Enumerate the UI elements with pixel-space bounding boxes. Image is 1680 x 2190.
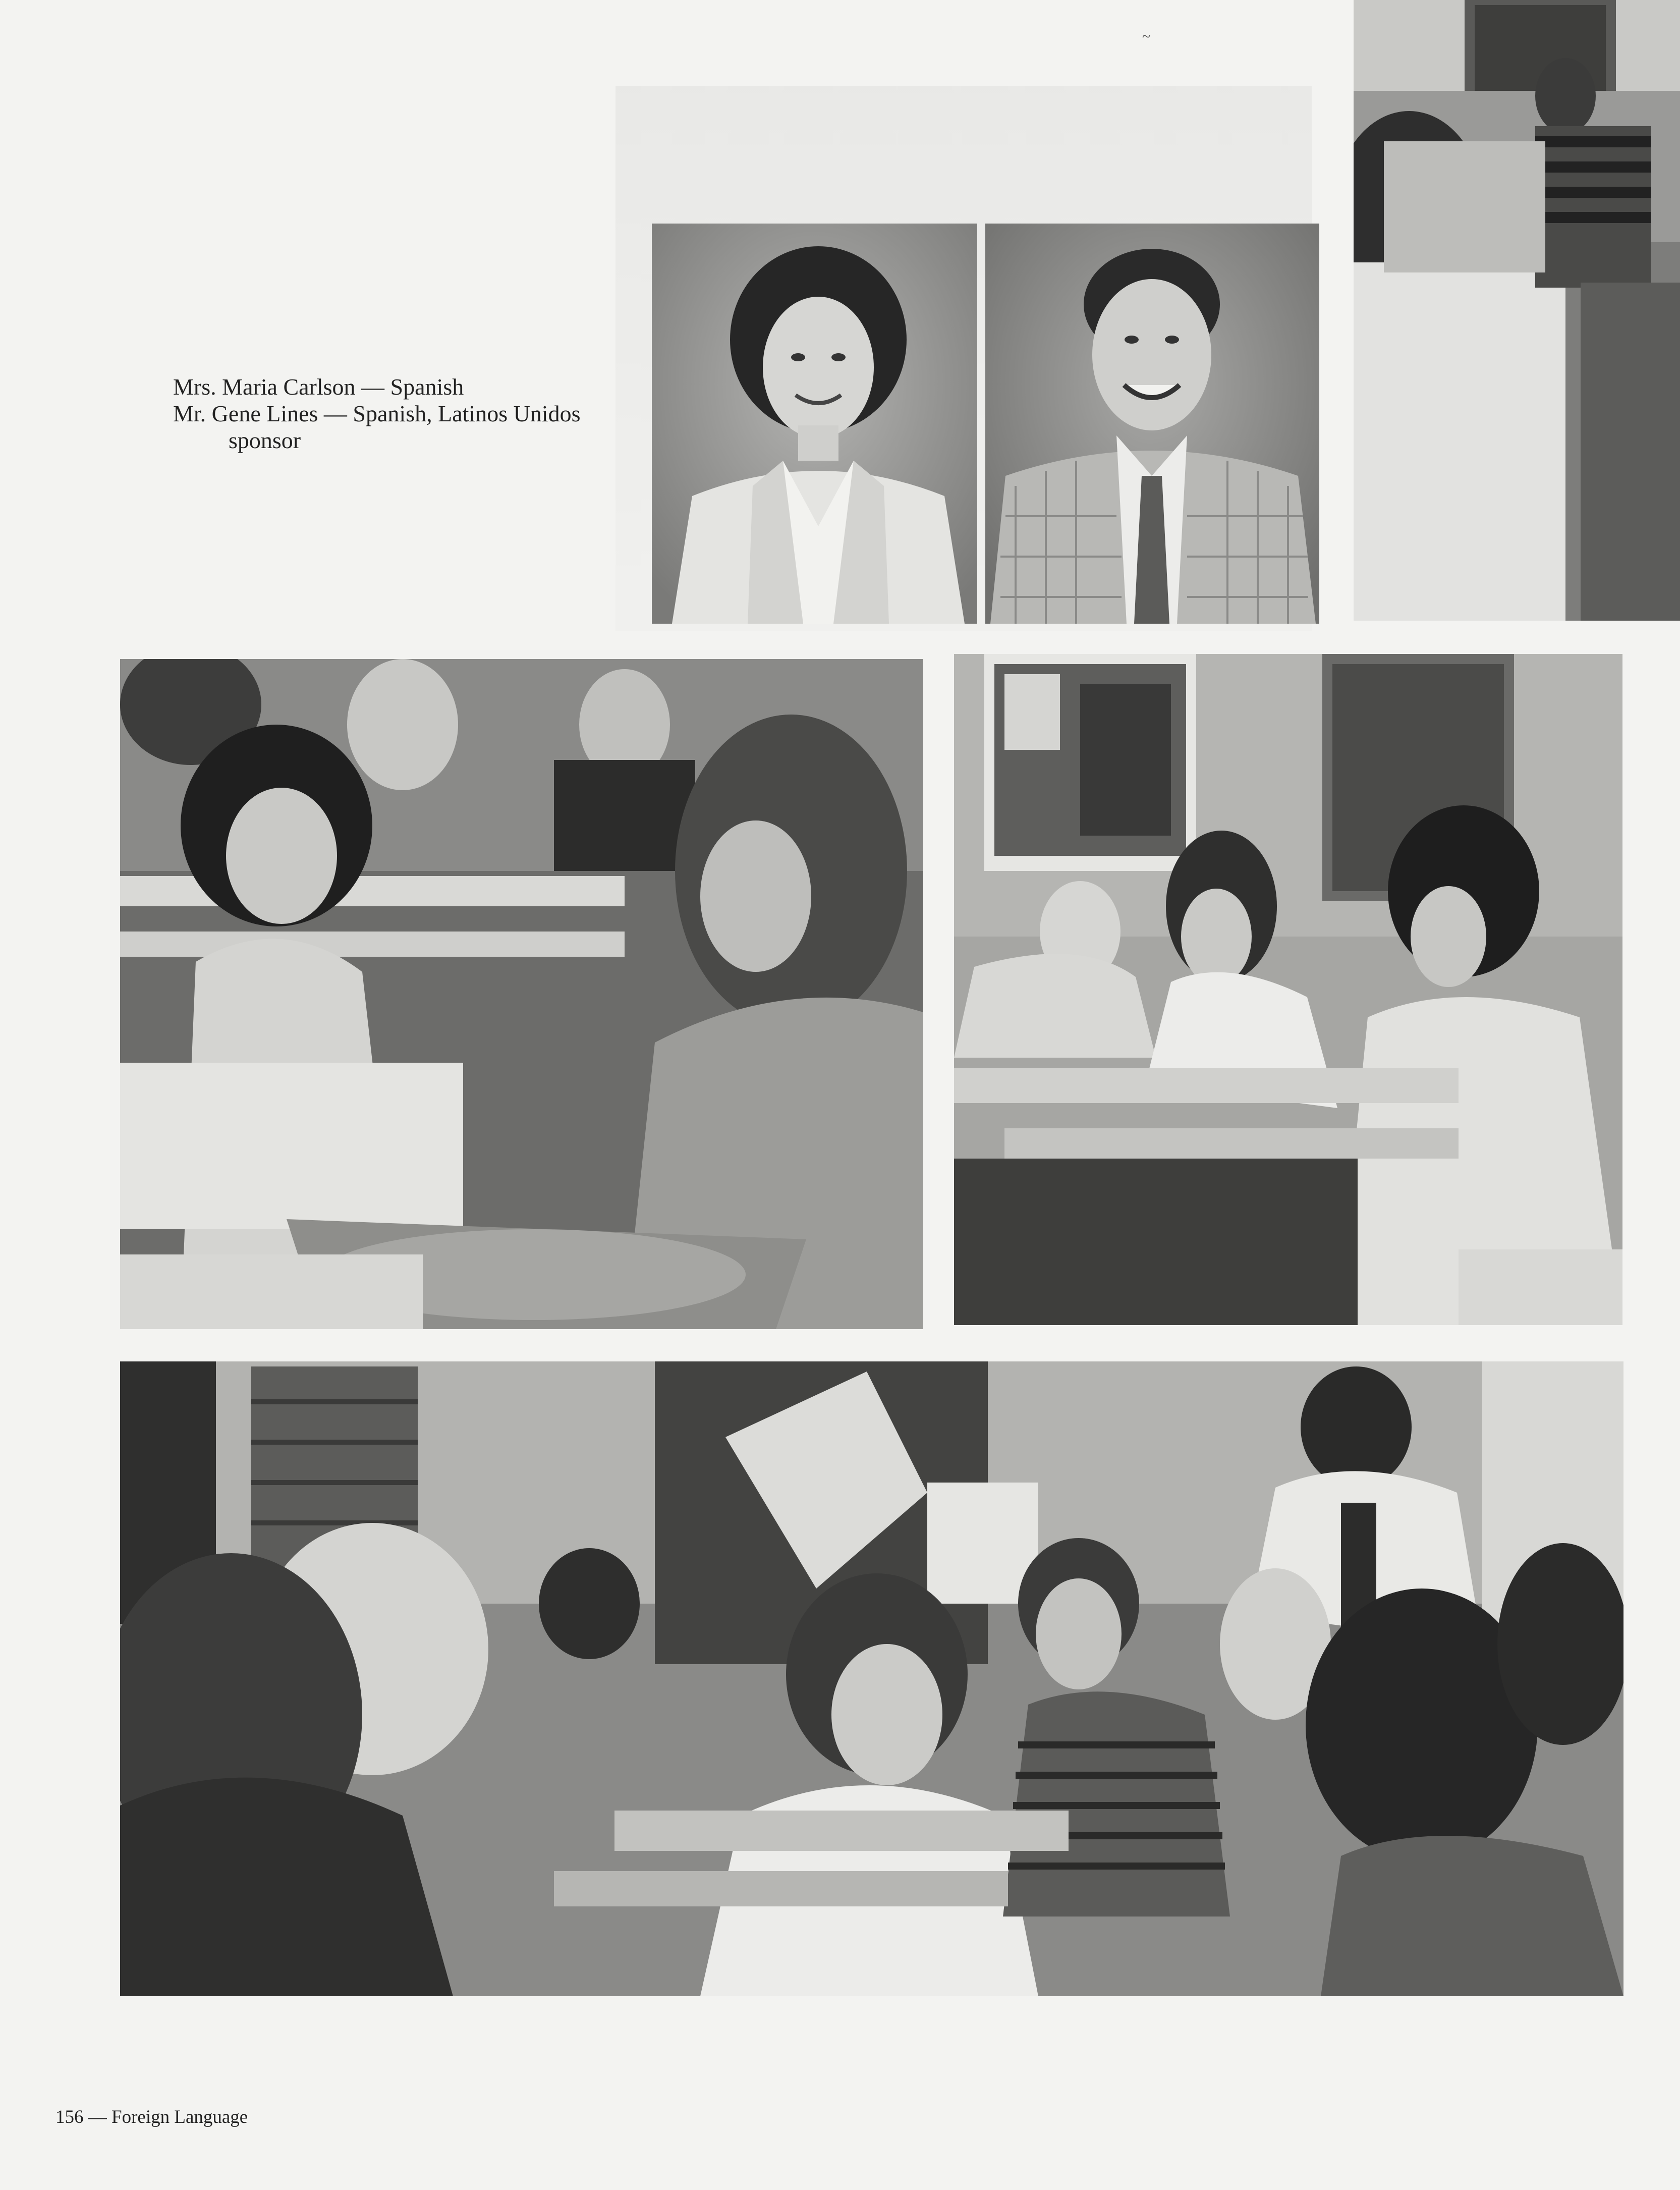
classroom-girls-artwork-photo (954, 654, 1622, 1325)
portrait-gene-lines (985, 224, 1319, 624)
classroom-wide-photo (120, 1361, 1623, 1996)
caption-line-carlson: Mrs. Maria Carlson — Spanish (173, 374, 464, 400)
stray-mark: ~ (1142, 28, 1151, 45)
portrait-maria-carlson (652, 224, 977, 624)
classroom-students-desks-photo (120, 659, 923, 1329)
caption-line-lines: Mr. Gene Lines — Spanish, Latinos Unidos (173, 401, 581, 426)
caption-line-sponsor: sponsor (229, 427, 301, 453)
page-footer: 156 — Foreign Language (55, 2107, 248, 2127)
faculty-caption (173, 373, 581, 454)
classroom-top-right-photo (1354, 0, 1680, 621)
